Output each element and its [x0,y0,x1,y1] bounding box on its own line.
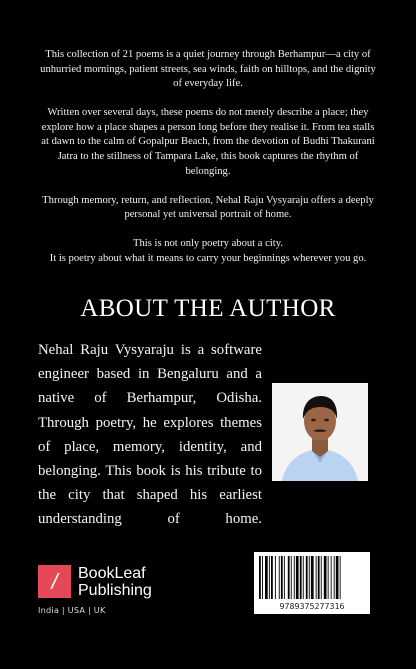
isbn-number: 9789375277316 [279,601,345,611]
author-portrait-icon [272,383,368,481]
blurb-paragraph-4-line-1: This is not only poetry about a city. [133,238,283,250]
publisher-regions: India | USA | UK [38,605,106,615]
back-cover-blurb [38,48,378,266]
about-the-author-heading: ABOUT THE AUTHOR [80,295,336,322]
publisher-logo-mark: / [38,565,71,598]
author-photo [272,383,368,481]
blurb-paragraph-4-line-2: It is poetry about what it means to carry your beginnings wherever you go. [49,252,367,264]
blurb-paragraph-2: Written over several days, these poems do not merely describe a place; they explore how a place shapes a person long before they realise it. From tea stalls at dawn to the calm of Gopalpur Beach, from the devotion of Budhi Thakurani Jatra to the stillness of Tampara Lake, this book captures the rhythm of belonging. [41,107,375,177]
publisher-name-line-1: BookLeaf [78,565,146,582]
publisher-name-line-2: Publishing [78,582,152,599]
blurb-paragraph-3: Through memory, return, and reflection, Nehal Raju Vysyaraju offers a deeply personal yet universal portrait of home. [42,194,374,221]
author-bio: Nehal Raju Vysyaraju is a software engineer based in Bengaluru and a native of Berhampur, Odisha. Through poetry, he explores themes of place, memory, identity, and belonging. This book is his tribute to the city that shaped his earliest understanding of home. [38,342,262,528]
barcode-bars-icon [258,556,366,599]
blurb-paragraph-1: This collection of 21 poems is a quiet journey through Berhampur—a city of unhurried mornings, patient streets, sea winds, faith on hilltops, and the dignity of everyday life. [40,49,376,90]
isbn-barcode [254,552,370,614]
publisher-logo [38,565,208,625]
